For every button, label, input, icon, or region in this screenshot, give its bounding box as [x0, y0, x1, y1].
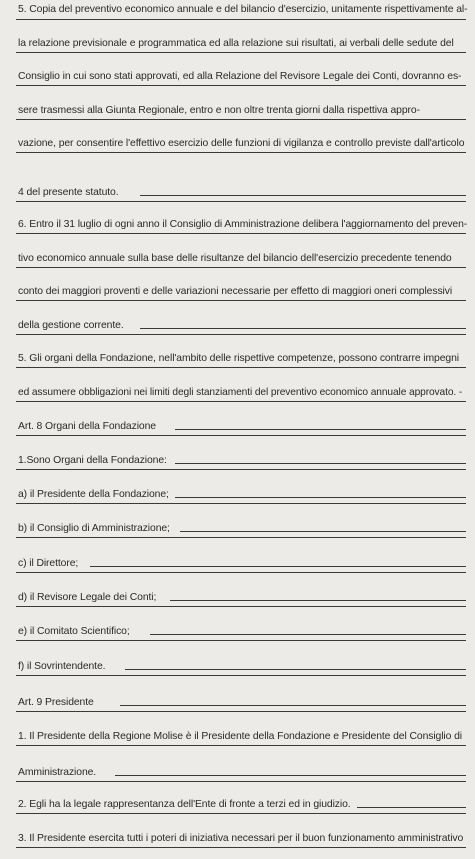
text-line-7: 6. Entro il 31 luglio di ogni anno il Consiglio di Amministrazione delibera l'aggiornamento del preven- [18, 219, 468, 230]
fill-rule-18 [170, 600, 466, 601]
text-line-3: Consiglio in cui sono stati approvati, ed alla Relazione del Revisore Legale dei Conti, dovranno es- [18, 71, 462, 82]
text-line-10: della gestione corrente. [18, 320, 124, 331]
underline-7 [16, 233, 466, 234]
underline-22 [16, 745, 466, 746]
underline-25 [16, 847, 466, 848]
text-line-18: d) il Revisore Legale dei Conti; [18, 592, 157, 603]
underline-20 [16, 675, 466, 676]
text-line-2: la relazione previsionale e programmatica ed alla relazione sui risultati, ai verbali delle sedute del [18, 38, 454, 49]
text-line-12: ed assumere obbligazioni nei limiti degli stanziamenti del preventivo economico annuale approvato. - [18, 387, 463, 398]
underline-14 [16, 469, 466, 470]
underline-23 [16, 781, 466, 782]
text-line-13: Art. 8 Organi della Fondazione [18, 421, 156, 432]
text-line-1: 5. Copia del preventivo economico annuale e del bilancio d'esercizio, unitamente rispettivamente al- [18, 4, 468, 15]
underline-15 [16, 503, 466, 504]
underline-13 [16, 435, 466, 436]
fill-rule-10 [140, 328, 466, 329]
text-line-4: sere trasmessi alla Giunta Regionale, entro e non oltre trenta giorni dalla rispettiva appro- [18, 105, 420, 116]
text-line-23: Amministrazione. [18, 767, 97, 778]
fill-rule-24 [357, 807, 466, 808]
text-line-15: a) il Presidente della Fondazione; [18, 489, 169, 500]
fill-rule-19 [150, 634, 466, 635]
text-line-19: e) il Comitato Scientifico; [18, 626, 130, 637]
text-line-17: c) il Direttore; [18, 558, 79, 569]
text-line-8: tivo economico annuale sulla base delle risultanze del bilancio dell'esercizio precedente tenendo [18, 253, 452, 264]
underline-24 [16, 813, 466, 814]
underline-10 [16, 334, 466, 335]
fill-rule-15 [175, 497, 466, 498]
underline-3 [16, 85, 466, 86]
text-line-5: vazione, per consentire l'effettivo esercizio delle funzioni di vigilanza e controllo previste dall'articolo [18, 138, 465, 149]
underline-9 [16, 300, 466, 301]
underline-6 [16, 201, 466, 202]
text-line-14: 1.Sono Organi della Fondazione: [18, 455, 167, 466]
underline-8 [16, 267, 466, 268]
fill-rule-6 [140, 195, 466, 196]
fill-rule-21 [120, 705, 466, 706]
underline-18 [16, 606, 466, 607]
underline-4 [16, 119, 466, 120]
text-line-25: 3. Il Presidente esercita tutti i poteri di iniziativa necessari per il buon funzionamento amministrativo [18, 833, 464, 844]
fill-rule-13 [175, 429, 466, 430]
text-line-11: 5. Gli organi della Fondazione, nell'ambito delle rispettive competenze, possono contrarre impegni [18, 353, 459, 364]
fill-rule-16 [180, 531, 466, 532]
underline-1 [16, 19, 466, 20]
underline-5 [16, 152, 466, 153]
text-line-24: 2. Egli ha la legale rappresentanza dell'Ente di fronte a terzi ed in giudizio. [18, 799, 351, 810]
text-line-16: b) il Consiglio di Amministrazione; [18, 523, 170, 534]
text-line-6: 4 del presente statuto. [18, 187, 119, 198]
underline-12 [16, 401, 466, 402]
fill-rule-20 [125, 669, 466, 670]
underline-11 [16, 367, 466, 368]
fill-rule-17 [90, 566, 466, 567]
text-line-22: 1. Il Presidente della Regione Molise è il Presidente della Fondazione e Presidente del Consiglio di [18, 731, 462, 742]
fill-rule-23 [115, 775, 466, 776]
underline-17 [16, 572, 466, 573]
text-line-20: f) il Sovrintendente. [18, 661, 106, 672]
underline-2 [16, 52, 466, 53]
underline-21 [16, 711, 466, 712]
underline-16 [16, 537, 466, 538]
underline-19 [16, 640, 466, 641]
text-line-21: Art. 9 Presidente [18, 697, 94, 708]
fill-rule-14 [175, 463, 466, 464]
text-line-9: conto dei maggiori proventi e delle variazioni necessarie per effetto di maggiori oneri complessivi [18, 286, 453, 297]
